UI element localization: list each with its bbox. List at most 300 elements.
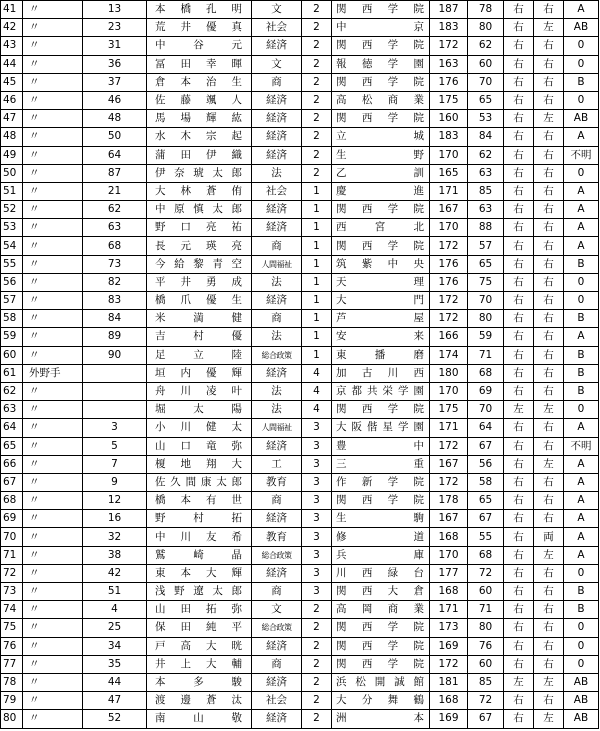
height-cm: 174 — [430, 346, 468, 364]
high-school: 関西学院 — [332, 73, 430, 91]
throwing-hand: 右 — [504, 1, 534, 19]
blood-type: 0 — [564, 401, 599, 419]
height-cm: 178 — [430, 492, 468, 510]
table-row — [1, 673, 599, 691]
player-name: 長元瑛亮 — [147, 237, 252, 255]
player-name: 橋爪優生 — [147, 292, 252, 310]
table-row — [1, 492, 599, 510]
high-school: 加古川西 — [332, 364, 430, 382]
grade-year: 2 — [302, 110, 332, 128]
blood-type: 0 — [564, 637, 599, 655]
grade-year: 2 — [302, 73, 332, 91]
position: 〃 — [23, 655, 83, 673]
throwing-hand: 右 — [504, 237, 534, 255]
position: 〃 — [23, 673, 83, 691]
throwing-hand: 右 — [504, 510, 534, 528]
faculty: 教育 — [252, 528, 302, 546]
uniform-number — [83, 401, 147, 419]
faculty: 法 — [252, 273, 302, 291]
high-school: 関西学院 — [332, 201, 430, 219]
uniform-number: 87 — [83, 164, 147, 182]
batting-side: 右 — [534, 346, 564, 364]
faculty: 経済 — [252, 437, 302, 455]
grade-year: 2 — [302, 19, 332, 37]
blood-type: 0 — [564, 273, 599, 291]
position: 〃 — [23, 510, 83, 528]
throwing-hand: 右 — [504, 346, 534, 364]
uniform-number: 47 — [83, 692, 147, 710]
high-school: 関西学院 — [332, 637, 430, 655]
position: 〃 — [23, 346, 83, 364]
uniform-number: 84 — [83, 310, 147, 328]
throwing-hand: 右 — [504, 601, 534, 619]
batting-side: 右 — [534, 37, 564, 55]
uniform-number: 12 — [83, 492, 147, 510]
batting-side: 左 — [534, 673, 564, 691]
table-row — [1, 164, 599, 182]
high-school: 天理 — [332, 273, 430, 291]
table-row — [1, 437, 599, 455]
row-number: 65 — [1, 437, 23, 455]
weight-kg: 71 — [468, 346, 504, 364]
row-number: 63 — [1, 401, 23, 419]
position: 〃 — [23, 601, 83, 619]
grade-year: 2 — [302, 601, 332, 619]
faculty: 経済 — [252, 128, 302, 146]
throwing-hand: 右 — [504, 492, 534, 510]
faculty: 工 — [252, 455, 302, 473]
height-cm: 167 — [430, 455, 468, 473]
grade-year: 1 — [302, 201, 332, 219]
grade-year: 3 — [302, 419, 332, 437]
faculty: 経済 — [252, 510, 302, 528]
high-school: 関西学院 — [332, 37, 430, 55]
weight-kg: 63 — [468, 164, 504, 182]
player-name: 保田純平 — [147, 619, 252, 637]
player-name: 戸高大晄 — [147, 637, 252, 655]
height-cm: 171 — [430, 182, 468, 200]
high-school: 高岡商業 — [332, 601, 430, 619]
player-name: 佐藤颯人 — [147, 91, 252, 109]
grade-year: 3 — [302, 437, 332, 455]
faculty: 文 — [252, 601, 302, 619]
uniform-number: 37 — [83, 73, 147, 91]
batting-side: 右 — [534, 637, 564, 655]
row-number: 64 — [1, 419, 23, 437]
player-name: 佐久間康太郎 — [147, 473, 252, 491]
row-number: 42 — [1, 19, 23, 37]
uniform-number: 89 — [83, 328, 147, 346]
high-school: 関西学院 — [332, 110, 430, 128]
row-number: 79 — [1, 692, 23, 710]
table-row — [1, 255, 599, 273]
batting-side: 右 — [534, 182, 564, 200]
position: 〃 — [23, 110, 83, 128]
row-number: 69 — [1, 510, 23, 528]
blood-type: A — [564, 473, 599, 491]
grade-year: 1 — [302, 182, 332, 200]
faculty: 経済 — [252, 292, 302, 310]
table-row — [1, 455, 599, 473]
player-name: 米満健 — [147, 310, 252, 328]
weight-kg: 69 — [468, 382, 504, 400]
player-name: 井上大輔 — [147, 655, 252, 673]
height-cm: 167 — [430, 510, 468, 528]
high-school: 高松商業 — [332, 91, 430, 109]
high-school: 関西学院 — [332, 237, 430, 255]
table-row — [1, 364, 599, 382]
grade-year: 2 — [302, 37, 332, 55]
throwing-hand: 右 — [504, 637, 534, 655]
row-number: 45 — [1, 73, 23, 91]
faculty: 商 — [252, 310, 302, 328]
throwing-hand: 右 — [504, 419, 534, 437]
height-cm: 165 — [430, 164, 468, 182]
throwing-hand: 右 — [504, 655, 534, 673]
batting-side: 右 — [534, 219, 564, 237]
high-school: 関西学院 — [332, 655, 430, 673]
batting-side: 右 — [534, 164, 564, 182]
table-row — [1, 73, 599, 91]
height-cm: 170 — [430, 546, 468, 564]
row-number: 55 — [1, 255, 23, 273]
blood-type: 0 — [564, 37, 599, 55]
player-name: 今給黎青空 — [147, 255, 252, 273]
batting-side: 右 — [534, 91, 564, 109]
position: 〃 — [23, 382, 83, 400]
player-name: 堀太陽 — [147, 401, 252, 419]
grade-year: 1 — [302, 328, 332, 346]
grade-year: 3 — [302, 546, 332, 564]
height-cm: 170 — [430, 382, 468, 400]
height-cm: 166 — [430, 328, 468, 346]
uniform-number: 42 — [83, 564, 147, 582]
throwing-hand: 右 — [504, 128, 534, 146]
player-name: 伊奈琥太郎 — [147, 164, 252, 182]
table-row — [1, 219, 599, 237]
batting-side: 右 — [534, 128, 564, 146]
weight-kg: 67 — [468, 510, 504, 528]
blood-type: B — [564, 364, 599, 382]
throwing-hand: 右 — [504, 619, 534, 637]
batting-side: 右 — [534, 201, 564, 219]
batting-side: 右 — [534, 437, 564, 455]
grade-year: 3 — [302, 492, 332, 510]
blood-type: A — [564, 419, 599, 437]
player-name: 大林蒼侑 — [147, 182, 252, 200]
blood-type: AB — [564, 19, 599, 37]
high-school: 京都共栄学園 — [332, 382, 430, 400]
weight-kg: 78 — [468, 1, 504, 19]
throwing-hand: 右 — [504, 364, 534, 382]
high-school: 大阪偕星学園 — [332, 419, 430, 437]
player-name: 冨田幸暉 — [147, 55, 252, 73]
uniform-number: 4 — [83, 601, 147, 619]
table-row — [1, 419, 599, 437]
player-name: 倉本治生 — [147, 73, 252, 91]
row-number: 52 — [1, 201, 23, 219]
weight-kg: 70 — [468, 292, 504, 310]
uniform-number: 83 — [83, 292, 147, 310]
throwing-hand: 右 — [504, 164, 534, 182]
blood-type: A — [564, 219, 599, 237]
position: 〃 — [23, 692, 83, 710]
batting-side: 右 — [534, 73, 564, 91]
position: 〃 — [23, 146, 83, 164]
row-number: 76 — [1, 637, 23, 655]
player-name: 舟川凌叶 — [147, 382, 252, 400]
blood-type: A — [564, 528, 599, 546]
high-school: 中京 — [332, 19, 430, 37]
blood-type: A — [564, 1, 599, 19]
blood-type: AB — [564, 710, 599, 728]
height-cm: 181 — [430, 673, 468, 691]
height-cm: 172 — [430, 237, 468, 255]
weight-kg: 62 — [468, 146, 504, 164]
blood-type: 0 — [564, 292, 599, 310]
row-number: 48 — [1, 128, 23, 146]
position: 〃 — [23, 710, 83, 728]
grade-year: 2 — [302, 128, 332, 146]
faculty: 総合政策 — [252, 546, 302, 564]
batting-side: 右 — [534, 364, 564, 382]
throwing-hand: 右 — [504, 110, 534, 128]
height-cm: 172 — [430, 437, 468, 455]
position: 外野手 — [23, 364, 83, 382]
row-number: 60 — [1, 346, 23, 364]
player-name: 吉村優 — [147, 328, 252, 346]
player-name: 中原慎太郎 — [147, 201, 252, 219]
position: 〃 — [23, 310, 83, 328]
high-school: 関西学院 — [332, 401, 430, 419]
high-school: 関西学院 — [332, 492, 430, 510]
uniform-number: 21 — [83, 182, 147, 200]
uniform-number: 51 — [83, 583, 147, 601]
batting-side: 左 — [534, 19, 564, 37]
throwing-hand: 右 — [504, 255, 534, 273]
uniform-number: 62 — [83, 201, 147, 219]
faculty: 経済 — [252, 37, 302, 55]
weight-kg: 56 — [468, 455, 504, 473]
height-cm: 168 — [430, 583, 468, 601]
high-school: 立城 — [332, 128, 430, 146]
blood-type: 0 — [564, 655, 599, 673]
position: 〃 — [23, 637, 83, 655]
faculty: 経済 — [252, 710, 302, 728]
row-number: 66 — [1, 455, 23, 473]
faculty: 経済 — [252, 673, 302, 691]
blood-type: A — [564, 492, 599, 510]
throwing-hand: 右 — [504, 37, 534, 55]
table-row — [1, 564, 599, 582]
blood-type: B — [564, 346, 599, 364]
uniform-number: 35 — [83, 655, 147, 673]
throwing-hand: 左 — [504, 401, 534, 419]
grade-year: 4 — [302, 364, 332, 382]
player-name: 水木宗起 — [147, 128, 252, 146]
height-cm: 168 — [430, 528, 468, 546]
uniform-number — [83, 382, 147, 400]
blood-type: A — [564, 510, 599, 528]
position: 〃 — [23, 292, 83, 310]
batting-side: 右 — [534, 255, 564, 273]
throwing-hand: 右 — [504, 310, 534, 328]
uniform-number: 25 — [83, 619, 147, 637]
table-row — [1, 128, 599, 146]
faculty: 文 — [252, 1, 302, 19]
batting-side: 左 — [534, 401, 564, 419]
blood-type: AB — [564, 110, 599, 128]
grade-year: 1 — [302, 255, 332, 273]
height-cm: 173 — [430, 619, 468, 637]
row-number: 62 — [1, 382, 23, 400]
throwing-hand: 右 — [504, 564, 534, 582]
throwing-hand: 右 — [504, 55, 534, 73]
throwing-hand: 右 — [504, 692, 534, 710]
row-number: 73 — [1, 583, 23, 601]
faculty: 商 — [252, 655, 302, 673]
weight-kg: 58 — [468, 473, 504, 491]
weight-kg: 84 — [468, 128, 504, 146]
blood-type: A — [564, 237, 599, 255]
table-row — [1, 19, 599, 37]
player-name: 荒井優真 — [147, 19, 252, 37]
faculty: 経済 — [252, 564, 302, 582]
table-row — [1, 310, 599, 328]
height-cm: 187 — [430, 1, 468, 19]
position: 〃 — [23, 19, 83, 37]
weight-kg: 59 — [468, 328, 504, 346]
high-school: 川西緑台 — [332, 564, 430, 582]
high-school: 筑紫中央 — [332, 255, 430, 273]
high-school: 報徳学園 — [332, 55, 430, 73]
table-row — [1, 692, 599, 710]
grade-year: 2 — [302, 146, 332, 164]
blood-type: 0 — [564, 164, 599, 182]
player-name: 東本大輝 — [147, 564, 252, 582]
faculty: 社会 — [252, 182, 302, 200]
table-row — [1, 637, 599, 655]
batting-side: 右 — [534, 55, 564, 73]
roster-body — [1, 1, 599, 729]
weight-kg: 70 — [468, 401, 504, 419]
row-number: 41 — [1, 1, 23, 19]
batting-side: 左 — [534, 710, 564, 728]
faculty: 文 — [252, 55, 302, 73]
position: 〃 — [23, 546, 83, 564]
table-row — [1, 91, 599, 109]
weight-kg: 80 — [468, 19, 504, 37]
uniform-number: 68 — [83, 237, 147, 255]
uniform-number: 34 — [83, 637, 147, 655]
weight-kg: 60 — [468, 655, 504, 673]
height-cm: 176 — [430, 73, 468, 91]
position: 〃 — [23, 328, 83, 346]
throwing-hand: 右 — [504, 546, 534, 564]
high-school: 兵庫 — [332, 546, 430, 564]
height-cm: 172 — [430, 37, 468, 55]
row-number: 71 — [1, 546, 23, 564]
faculty: 社会 — [252, 692, 302, 710]
grade-year: 3 — [302, 564, 332, 582]
blood-type: A — [564, 546, 599, 564]
uniform-number: 32 — [83, 528, 147, 546]
player-name: 山口竜弥 — [147, 437, 252, 455]
table-row — [1, 37, 599, 55]
faculty: 経済 — [252, 219, 302, 237]
batting-side: 右 — [534, 1, 564, 19]
table-row — [1, 382, 599, 400]
blood-type: 0 — [564, 564, 599, 582]
high-school: 芦屋 — [332, 310, 430, 328]
weight-kg: 72 — [468, 564, 504, 582]
faculty: 商 — [252, 492, 302, 510]
position: 〃 — [23, 528, 83, 546]
faculty: 法 — [252, 401, 302, 419]
uniform-number: 44 — [83, 673, 147, 691]
grade-year: 1 — [302, 346, 332, 364]
position: 〃 — [23, 401, 83, 419]
blood-type: B — [564, 601, 599, 619]
height-cm: 167 — [430, 201, 468, 219]
faculty: 教育 — [252, 473, 302, 491]
faculty: 経済 — [252, 146, 302, 164]
weight-kg: 65 — [468, 492, 504, 510]
uniform-number — [83, 364, 147, 382]
height-cm: 180 — [430, 364, 468, 382]
player-name: 橋本有世 — [147, 492, 252, 510]
position: 〃 — [23, 91, 83, 109]
table-row — [1, 346, 599, 364]
player-name: 平井勇成 — [147, 273, 252, 291]
row-number: 59 — [1, 328, 23, 346]
weight-kg: 65 — [468, 91, 504, 109]
batting-side: 右 — [534, 382, 564, 400]
grade-year: 4 — [302, 401, 332, 419]
uniform-number: 50 — [83, 128, 147, 146]
height-cm: 163 — [430, 55, 468, 73]
row-number: 51 — [1, 182, 23, 200]
weight-kg: 85 — [468, 182, 504, 200]
position: 〃 — [23, 255, 83, 273]
faculty: 商 — [252, 237, 302, 255]
grade-year: 2 — [302, 692, 332, 710]
row-number: 58 — [1, 310, 23, 328]
position: 〃 — [23, 55, 83, 73]
uniform-number: 82 — [83, 273, 147, 291]
faculty: 商 — [252, 73, 302, 91]
height-cm: 177 — [430, 564, 468, 582]
batting-side: 右 — [534, 492, 564, 510]
blood-type: A — [564, 128, 599, 146]
batting-side: 左 — [534, 455, 564, 473]
weight-kg: 70 — [468, 73, 504, 91]
weight-kg: 67 — [468, 710, 504, 728]
player-name: 蒲田伊織 — [147, 146, 252, 164]
position: 〃 — [23, 128, 83, 146]
uniform-number: 13 — [83, 1, 147, 19]
table-row — [1, 473, 599, 491]
grade-year: 1 — [302, 273, 332, 291]
player-name: 渡邊蒼汰 — [147, 692, 252, 710]
grade-year: 2 — [302, 1, 332, 19]
batting-side: 右 — [534, 419, 564, 437]
faculty: 経済 — [252, 364, 302, 382]
height-cm: 176 — [430, 273, 468, 291]
weight-kg: 68 — [468, 546, 504, 564]
position: 〃 — [23, 37, 83, 55]
height-cm: 171 — [430, 419, 468, 437]
